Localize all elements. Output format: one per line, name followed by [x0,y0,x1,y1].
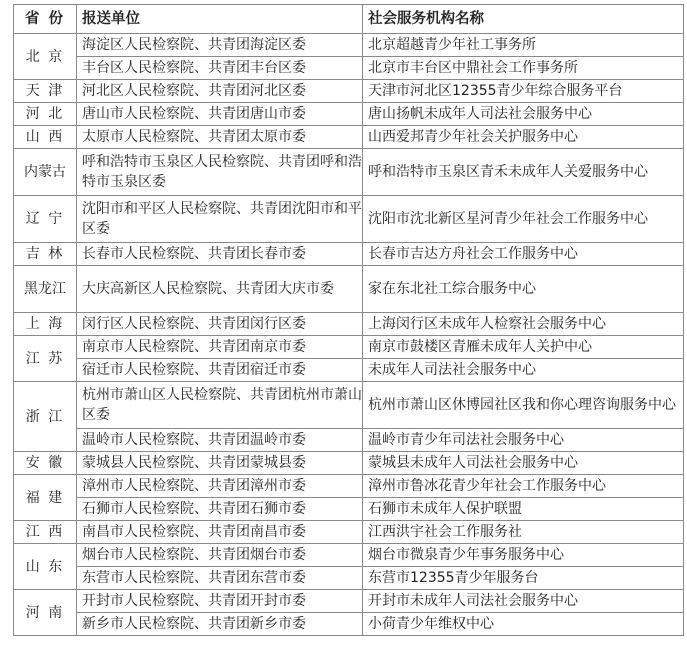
unit-cell: 太原市人民检察院、共青团太原市委 [77,126,363,149]
unit-cell: 闵行区人民检察院、共青团闵行区委 [77,313,363,336]
table-row [14,382,684,429]
org-cell: 沈阳市沈北新区星河青少年社会工作服务中心 [363,196,684,243]
province-cell: 河 北 [14,103,77,126]
table-row [14,452,684,475]
unit-cell: 呼和浩特市玉泉区人民检察院、共青团呼和浩特市玉泉区委 [77,149,363,196]
province-cell: 河 南 [14,590,77,636]
org-cell: 天津市河北区12355青少年综合服务平台 [363,80,684,103]
province-cell: 山 西 [14,126,77,149]
table-row [14,336,684,359]
unit-cell: 沈阳市和平区人民检察院、共青团沈阳市和平区委 [77,196,363,243]
unit-cell: 南京市人民检察院、共青团南京市委 [77,336,363,359]
unit-cell: 唐山市人民检察院、共青团唐山市委 [77,103,363,126]
header-unit: 报送单位 [77,5,363,34]
province-cell: 安 徽 [14,452,77,475]
province-cell: 浙 江 [14,382,77,452]
unit-cell: 蒙城县人民检察院、共青团蒙城县委 [77,452,363,475]
table-row [14,429,684,452]
org-cell: 未成年人司法社会服务中心 [363,359,684,382]
table-row [14,149,684,196]
unit-cell: 石狮市人民检察院、共青团石狮市委 [77,498,363,521]
province-cell: 福 建 [14,475,77,521]
unit-cell: 东营市人民检察院、共青团东营市委 [77,567,363,590]
org-cell: 烟台市微泉青少年事务服务中心 [363,544,684,567]
org-cell: 蒙城县未成年人司法社会服务中心 [363,452,684,475]
header-province: 省 份 [14,5,77,34]
table-row [14,103,684,126]
org-cell: 北京市丰台区中鼎社会工作事务所 [363,57,684,80]
province-cell: 山 东 [14,544,77,590]
table-row [14,521,684,544]
org-cell: 江西洪宇社会工作服务社 [363,521,684,544]
org-cell: 山西爱邦青少年社会关护服务中心 [363,126,684,149]
province-cell: 北 京 [14,34,77,80]
unit-cell: 大庆高新区人民检察院、共青团大庆市委 [77,266,363,313]
unit-cell: 河北区人民检察院、共青团河北区委 [77,80,363,103]
unit-cell: 杭州市萧山区人民检察院、共青团杭州市萧山区委 [77,382,363,429]
unit-cell: 南昌市人民检察院、共青团南昌市委 [77,521,363,544]
province-cell: 江 西 [14,521,77,544]
org-cell: 南京市鼓楼区青雁未成年人关护中心 [363,336,684,359]
unit-cell: 烟台市人民检察院、共青团烟台市委 [77,544,363,567]
province-cell: 内蒙古 [14,149,77,196]
org-cell: 唐山扬帆未成年人司法社会服务中心 [363,103,684,126]
table-row [14,126,684,149]
table-row [14,590,684,613]
unit-cell: 长春市人民检察院、共青团长春市委 [77,243,363,266]
unit-cell: 开封市人民检察院、共青团开封市委 [77,590,363,613]
unit-cell: 丰台区人民检察院、共青团丰台区委 [77,57,363,80]
table-row [14,266,684,313]
table-row [14,80,684,103]
province-cell: 黑龙江 [14,266,77,313]
table-row [14,544,684,567]
province-cell: 天 津 [14,80,77,103]
organization-table [13,4,684,636]
province-cell: 辽 宁 [14,196,77,243]
province-cell: 上 海 [14,313,77,336]
table-row [14,613,684,636]
table-row [14,34,684,57]
province-cell: 江 苏 [14,336,77,382]
org-cell: 长春市吉达方舟社会工作服务中心 [363,243,684,266]
table-row [14,243,684,266]
table-header-row [14,5,684,34]
unit-cell: 新乡市人民检察院、共青团新乡市委 [77,613,363,636]
table-row [14,57,684,80]
table-row [14,196,684,243]
org-cell: 东营市12355青少年服务台 [363,567,684,590]
table-row [14,313,684,336]
org-cell: 家在东北社工综合服务中心 [363,266,684,313]
org-cell: 呼和浩特市玉泉区青禾未成年人关爱服务中心 [363,149,684,196]
org-cell: 杭州市萧山区休博园社区我和你心理咨询服务中心 [363,382,684,429]
org-cell: 上海闵行区未成年人检察社会服务中心 [363,313,684,336]
unit-cell: 宿迁市人民检察院、共青团宿迁市委 [77,359,363,382]
unit-cell: 温岭市人民检察院、共青团温岭市委 [77,429,363,452]
table-row [14,475,684,498]
province-cell: 吉 林 [14,243,77,266]
unit-cell: 海淀区人民检察院、共青团海淀区委 [77,34,363,57]
header-org: 社会服务机构名称 [363,5,684,34]
org-cell: 温岭市青少年司法社会服务中心 [363,429,684,452]
org-cell: 北京超越青少年社工事务所 [363,34,684,57]
unit-cell: 漳州市人民检察院、共青团漳州市委 [77,475,363,498]
org-cell: 小荷青少年维权中心 [363,613,684,636]
table-row [14,498,684,521]
org-cell: 开封市未成年人司法社会服务中心 [363,590,684,613]
table-row [14,359,684,382]
org-cell: 漳州市鲁冰花青少年社会工作服务中心 [363,475,684,498]
table-row [14,567,684,590]
org-cell: 石狮市未成年人保护联盟 [363,498,684,521]
